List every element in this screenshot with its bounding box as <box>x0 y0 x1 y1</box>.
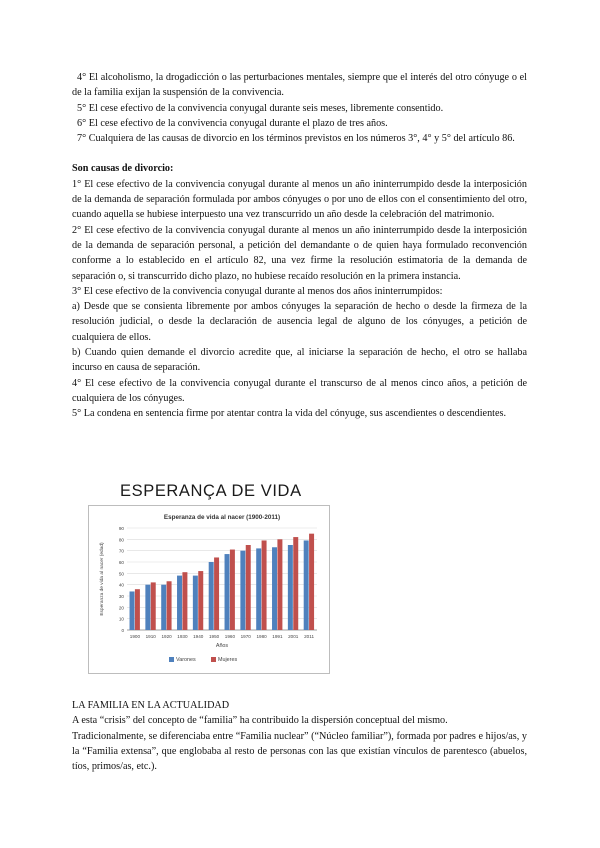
y-tick-label: 40 <box>118 582 124 588</box>
y-tick-label: 90 <box>118 526 124 531</box>
paragraph-divorce-1: 1° El cese efectivo de la convivencia conyugal durante al menos un año ininterrumpido desde la interposición de la demanda de separación formulada por ambos cónyuges o por uno de ellos con el consentimiento del otro, cuando aquella se hubiese interpuesto una vez transcurrido un año desde la celebración del matrimonio. <box>72 178 527 221</box>
x-tick-label: 1900 <box>129 634 141 639</box>
bar-mujeres-1940 <box>198 571 203 630</box>
x-tick-label: 1910 <box>145 634 156 639</box>
x-tick-label: 2011 <box>304 634 315 639</box>
document-body <box>72 70 527 422</box>
y-tick-label: 10 <box>118 616 124 622</box>
y-tick-label: 80 <box>118 537 124 543</box>
x-tick-label: 1950 <box>208 634 220 639</box>
x-tick-label: 1940 <box>193 634 204 639</box>
y-tick-label: 60 <box>118 560 124 565</box>
bar-mujeres-1950 <box>214 557 219 630</box>
family-heading: LA FAMILIA EN LA ACTUALIDAD <box>72 700 230 711</box>
y-axis-label: Esperanza de vida al nacer (edad) <box>100 542 105 616</box>
paragraph-cause-6: 6° El cese efectivo de la convivencia conyugal durante el plazo de tres años. <box>77 117 388 129</box>
bar-varones-1991 <box>272 547 277 630</box>
x-tick-label: 1980 <box>256 634 267 639</box>
bar-varones-1930 <box>177 576 182 630</box>
paragraph-divorce-4: 4° El cese efectivo de la convivencia conyugal durante el transcurso de al menos cinco años, a petición de cualquiera de los cónyuges. <box>72 377 527 404</box>
bar-varones-1980 <box>256 548 261 630</box>
bar-varones-1910 <box>145 585 150 630</box>
bar-mujeres-1910 <box>151 582 156 630</box>
bar-varones-1900 <box>130 591 135 630</box>
y-tick-label: 0 <box>121 628 124 633</box>
bar-mujeres-1991 <box>277 539 282 630</box>
chart-title: Esperanza de vida al nacer (1900-2011) <box>163 514 281 521</box>
x-tick-label: 1991 <box>272 634 283 639</box>
spacer <box>72 146 527 161</box>
legend-swatch-mujeres <box>211 657 216 662</box>
bar-varones-1920 <box>161 585 166 630</box>
bar-mujeres-1900 <box>135 589 140 630</box>
paragraph-family-1: A esta “crisis” del concepto de “familia” ha contribuido la dispersión conceptual del mismo. <box>72 715 448 727</box>
bar-mujeres-1930 <box>182 572 187 630</box>
bar-mujeres-1920 <box>167 581 172 630</box>
bar-mujeres-2011 <box>309 534 314 630</box>
x-tick-label: 2001 <box>288 634 299 639</box>
divorce-heading: Son causas de divorcio: <box>72 163 174 175</box>
chart-svg <box>89 506 329 673</box>
bar-varones-2001 <box>288 545 293 630</box>
bar-varones-1940 <box>193 576 198 630</box>
bar-mujeres-2001 <box>293 537 298 630</box>
paragraph-divorce-5: 5° La condena en sentencia firme por atentar contra la vida del cónyuge, sus ascendientes o descendientes. <box>72 408 507 420</box>
x-axis-label: Años <box>215 643 229 649</box>
paragraph-family-2: Tradicionalmente, se diferenciaba entre “Familia nuclear” (“Núcleo familiar”), formada por padres e hijos/as, y la “Familia extensa”, que englobaba al resto de personas con las que existían vínculos de parentesco (abuelos, tíos, primos/as, etc.). <box>72 730 527 773</box>
legend-swatch-varones <box>169 657 174 662</box>
x-tick-label: 1960 <box>224 634 236 639</box>
y-tick-label: 20 <box>118 605 124 611</box>
y-tick-label: 50 <box>118 571 124 577</box>
family-section <box>72 698 527 774</box>
bar-varones-1950 <box>209 562 214 630</box>
x-tick-label: 1920 <box>161 634 172 639</box>
bar-mujeres-1960 <box>230 550 235 630</box>
figure-title: ESPERANÇA DE VIDA <box>120 482 302 500</box>
x-tick-label: 1930 <box>177 634 188 639</box>
bar-varones-2011 <box>304 540 309 630</box>
paragraph-divorce-3a: a) Desde que se consienta libremente por ambos cónyuges la separación de hecho o desde la firmeza de la resolución judicial, o desde la declaración de ausencia legal de alguno de los cónyuges, a petición de cualquiera de ellos. <box>72 301 527 343</box>
bar-mujeres-1970 <box>246 545 251 630</box>
bar-varones-1960 <box>225 554 230 630</box>
y-tick-label: 30 <box>118 594 124 599</box>
legend-label-mujeres: Mujeres <box>218 657 238 663</box>
paragraph-divorce-3b: b) Cuando quien demande el divorcio acredite que, al iniciarse la separación de hecho, el otro se hallaba incurso en causa de separación. <box>72 347 527 374</box>
bar-varones-1970 <box>240 551 245 630</box>
y-tick-label: 70 <box>118 548 124 554</box>
legend-label-varones: Varones <box>176 657 196 663</box>
x-tick-label: 1970 <box>240 634 251 639</box>
paragraph-cause-4: 4° El alcoholismo, la drogadicción o las perturbaciones mentales, siempre que el interés del otro cónyuge o el de la familia exijan la suspensión de la convivencia. <box>72 72 527 99</box>
life-expectancy-chart <box>88 505 330 674</box>
paragraph-divorce-2: 2° El cese efectivo de la convivencia conyugal durante al menos un año ininterrumpido desde la interposición de la demanda de separación personal, a petición del demandante o de quien haya formulado reconvención conforme a lo establecido en el artículo 82, una vez firme la resolución estimatoria de la demanda de separación o, si transcurrido dicho plazo, no hubiese recaído resolución en la primera instancia. <box>72 224 527 282</box>
bar-mujeres-1980 <box>262 540 267 630</box>
paragraph-cause-7: 7° Cualquiera de las causas de divorcio en los términos previstos en los números 3°, 4° y 5° del artículo 86. <box>77 133 515 145</box>
paragraph-divorce-3: 3° El cese efectivo de la convivencia conyugal durante al menos dos años ininterrumpidos: <box>72 285 443 297</box>
paragraph-cause-5: 5° El cese efectivo de la convivencia conyugal durante seis meses, libremente consentido. <box>77 102 444 114</box>
